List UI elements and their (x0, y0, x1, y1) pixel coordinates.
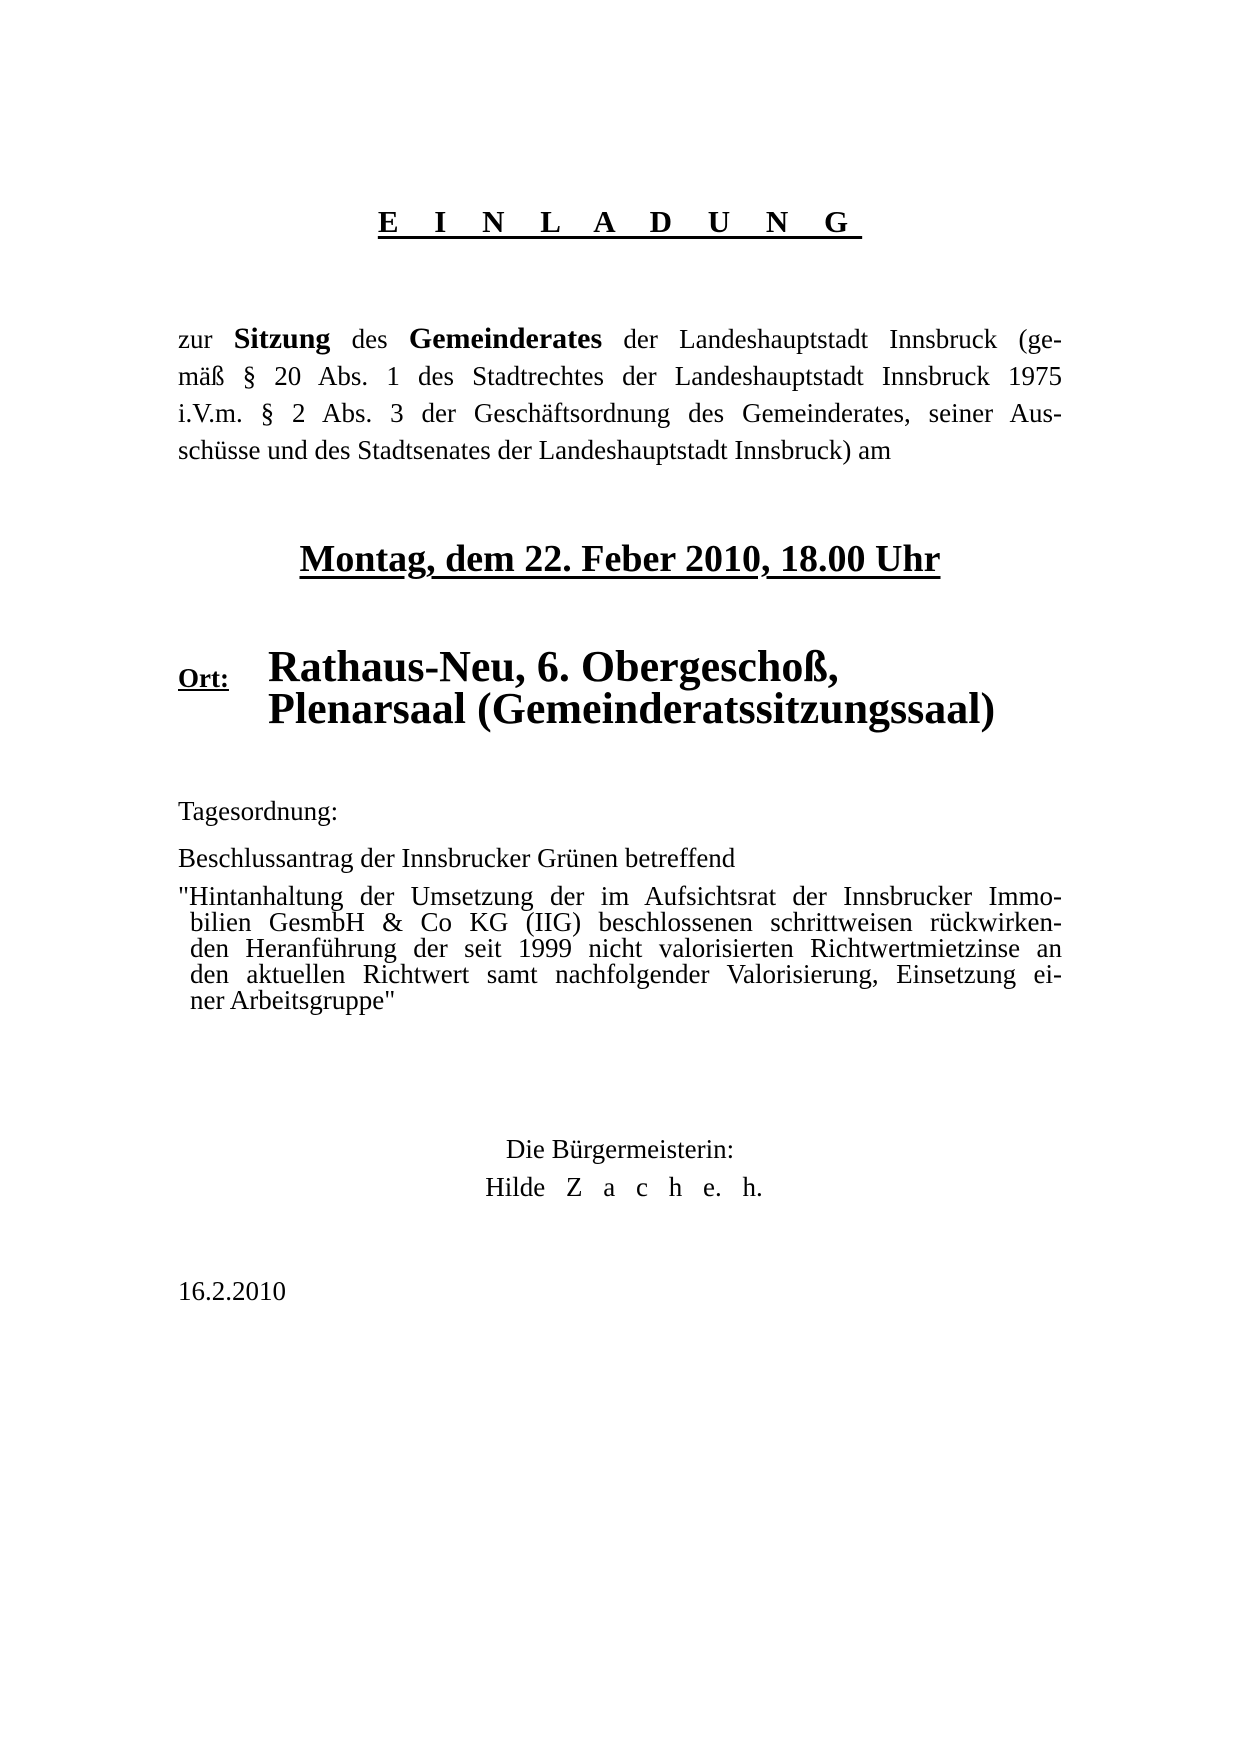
agenda-line-5: ner Arbeitsgruppe" (190, 985, 396, 1015)
intro-line-4: schüsse und des Stadtsenates der Landeshauptstadt Innsbruck) am (178, 435, 892, 465)
agenda-intro: Beschlussantrag der Innsbrucker Grünen betreffend (178, 843, 736, 873)
agenda-line-3: den Heranführung der seit 1999 nicht valorisierten Richtwertmietzinse an (190, 933, 1062, 963)
signature-block (0, 1130, 1240, 1206)
intro-text: des (330, 324, 409, 354)
intro-line-2: mäß § 20 Abs. 1 des Stadtrechtes der Landeshauptstadt Innsbruck 1975 (178, 361, 1062, 391)
location-line-2: Plenarsaal (Gemeinderatssitzungssaal) (268, 684, 996, 733)
intro-line-1 (178, 320, 1062, 358)
intro-text: zur (178, 324, 234, 354)
document-title: E I N L A D U N G (377, 204, 863, 239)
intro-emphasis-sitzung: Sitzung (233, 322, 331, 355)
agenda-label: Tagesordnung: (178, 796, 339, 826)
agenda-line-4: den aktuellen Richtwert samt nachfolgender Valorisierung, Einsetzung ei- (190, 959, 1062, 989)
location-line-1: Rathaus-Neu, 6. Obergeschoß, (268, 642, 839, 691)
intro-line-3: i.V.m. § 2 Abs. 3 der Geschäftsordnung des Gemeinderates, seiner Aus- (178, 398, 1062, 428)
meeting-date: Montag, dem 22. Feber 2010, 18.00 Uhr (299, 538, 941, 580)
intro-emphasis-gemeinderates: Gemeinderates (408, 322, 603, 355)
agenda-line-2: bilien GesmbH & Co KG (IIG) beschlossenen schrittweisen rückwirken- (190, 907, 1062, 937)
location-value (268, 642, 996, 733)
location-label: Ort: (178, 663, 229, 693)
document-date: 16.2.2010 (178, 1276, 286, 1306)
agenda-line-1: "Hintanhaltung der Umsetzung der im Aufsichtsrat der Innsbrucker Immo- (178, 881, 1062, 911)
signature-role: Die Bürgermeisterin: (505, 1134, 735, 1164)
invitation-intro (178, 320, 1062, 469)
agenda-item (178, 883, 1062, 1013)
intro-text: der Landeshauptstadt Innsbruck (ge- (602, 324, 1062, 354)
signature-name: Hilde Z a c h e. h. (485, 1172, 763, 1202)
